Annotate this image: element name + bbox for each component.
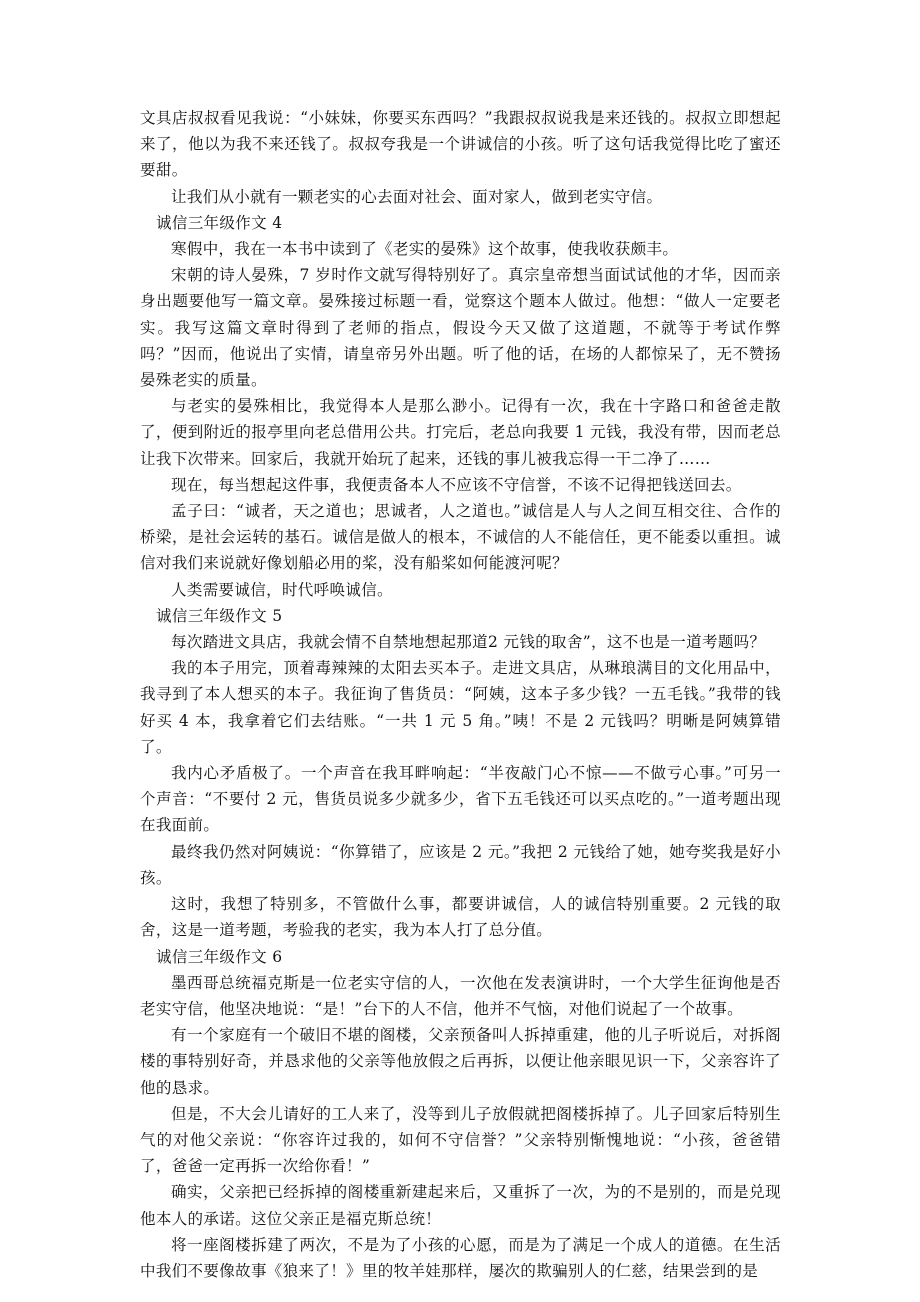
paragraph: 将一座阁楼拆建了两次，不是为了小孩的心愿，而是为了满足一个成人的道德。在生活中我们不要像故事《狼来了！》里的牧羊娃那样，屡次的欺骗别人的仁慈，结果尝到的是 xyxy=(140,1235,781,1280)
paragraph: 最终我仍然对阿姨说：“你算错了，应该是 2 元。”我把 2 元钱给了她，她夸奖我是好小孩。 xyxy=(140,842,781,887)
paragraph: 这时，我想了特别多，不管做什么事，都要讲诚信，人的诚信特别重要。2 元钱的取舍，这是一道考题，考验我的老实，我为本人打了总分值。 xyxy=(140,895,781,940)
paragraph: 确实，父亲把已经拆掉的阁楼重新建起来后，又重拆了一次，为的不是别的，而是兑现他本人的承诺。这位父亲正是福克斯总统！ xyxy=(140,1183,781,1228)
paragraph: 现在，每当想起这件事，我便责备本人不应该不守信誉，不该不记得把钱送回去。 xyxy=(171,475,742,494)
paragraph: 每次踏进文具店，我就会情不自禁地想起那道2 元钱的取舍”，这不也是一道考题吗？ xyxy=(171,633,766,652)
paragraph: 我内心矛盾极了。一个声音在我耳畔响起：“半夜敲门心不惊——不做亏心事。”可另一个声音：“不要付 2 元，售货员说多少就多少，省下五毛钱还可以买点吃的。”一道考题出现在我面前。 xyxy=(140,764,781,835)
paragraph: 文具店叔叔看见我说：“小妹妹，你要买东西吗？”我跟叔叔说我是来还钱的。叔叔立即想起来了，他以为我不来还钱了。叔叔夸我是一个讲诚信的小孩。听了这句话我觉得比吃了蜜还要甜。 xyxy=(140,109,781,180)
paragraph: 墨西哥总统福克斯是一位老实守信的人，一次他在发表演讲时，一个大学生征询他是否老实守信，他坚决地说：“是！”台下的人不信，他并不气恼，对他们说起了一个故事。 xyxy=(140,973,781,1018)
paragraph: 有一个家庭有一个破旧不堪的阁楼，父亲预备叫人拆掉重建，他的儿子听说后，对拆阁楼的事特别好奇，并恳求他的父亲等他放假之后再拆，以便让他亲眼见识一下，父亲容许了他的恳求。 xyxy=(140,1026,781,1097)
section-heading: 诚信三年级作文 5 xyxy=(156,606,283,625)
paragraph: 让我们从小就有一颗老实的心去面对社会、面对家人，做到老实守信。 xyxy=(171,187,663,206)
document-body xyxy=(140,105,781,1284)
paragraph: 我的本子用完，顶着毒辣辣的太阳去买本子。走进文具店，从琳琅满目的文化用品中，我寻到了本人想买的本子。我征询了售货员：“阿姨，这本子多少钱？一五毛钱。”我带的钱好买 4 本，我拿着它们去结账。“一共 1 元 5 角。”咦！不是 2 元钱吗？明晰是阿姨算错了。 xyxy=(140,659,781,756)
paragraph: 宋朝的诗人晏殊，7 岁时作文就写得特别好了。真宗皇帝想当面试试他的才华，因而亲身出题要他写一篇文章。晏殊接过标题一看，觉察这个题本人做过。他想：“做人一定要老实。我写这篇文章时得到了老师的指点，假设今天又做了这道题，不就等于考试作弊吗？”因而，他说出了实情，请皇帝另外出题。听了他的话，在场的人都惊呆了，无不赞扬晏殊老实的质量。 xyxy=(140,266,781,390)
section-heading: 诚信三年级作文 6 xyxy=(156,947,283,966)
paragraph: 但是，不大会儿请好的工人来了，没等到儿子放假就把阁楼拆掉了。儿子回家后特别生气的对他父亲说：“你容许过我的，如何不守信誉？”父亲特别惭愧地说：“小孩，爸爸错了，爸爸一定再拆一次给你看！” xyxy=(140,1104,781,1176)
paragraph: 与老实的晏殊相比，我觉得本人是那么渺小。记得有一次，我在十字路口和爸爸走散了，便到附近的报亭里向老总借用公共。打完后，老总向我要 1 元钱，我没有带，因而老总让我下次带来。回家后，我就开始玩了起来，还钱的事儿被我忘得一干二净了…… xyxy=(140,397,781,468)
paragraph: 人类需要诚信，时代呼唤诚信。 xyxy=(171,580,393,599)
paragraph: 寒假中，我在一本书中读到了《老实的晏殊》这个故事，使我收获颇丰。 xyxy=(171,240,679,259)
paragraph: 孟子曰：“诚者，天之道也；思诚者，人之道也。”诚信是人与人之间互相交往、合作的桥梁，是社会运转的基石。诚信是做人的根本，不诚信的人不能信任，更不能委以重担。诚信对我们来说就好像划船必用的桨，没有船桨如何能渡河呢？ xyxy=(140,502,781,573)
section-heading: 诚信三年级作文 4 xyxy=(156,213,283,232)
